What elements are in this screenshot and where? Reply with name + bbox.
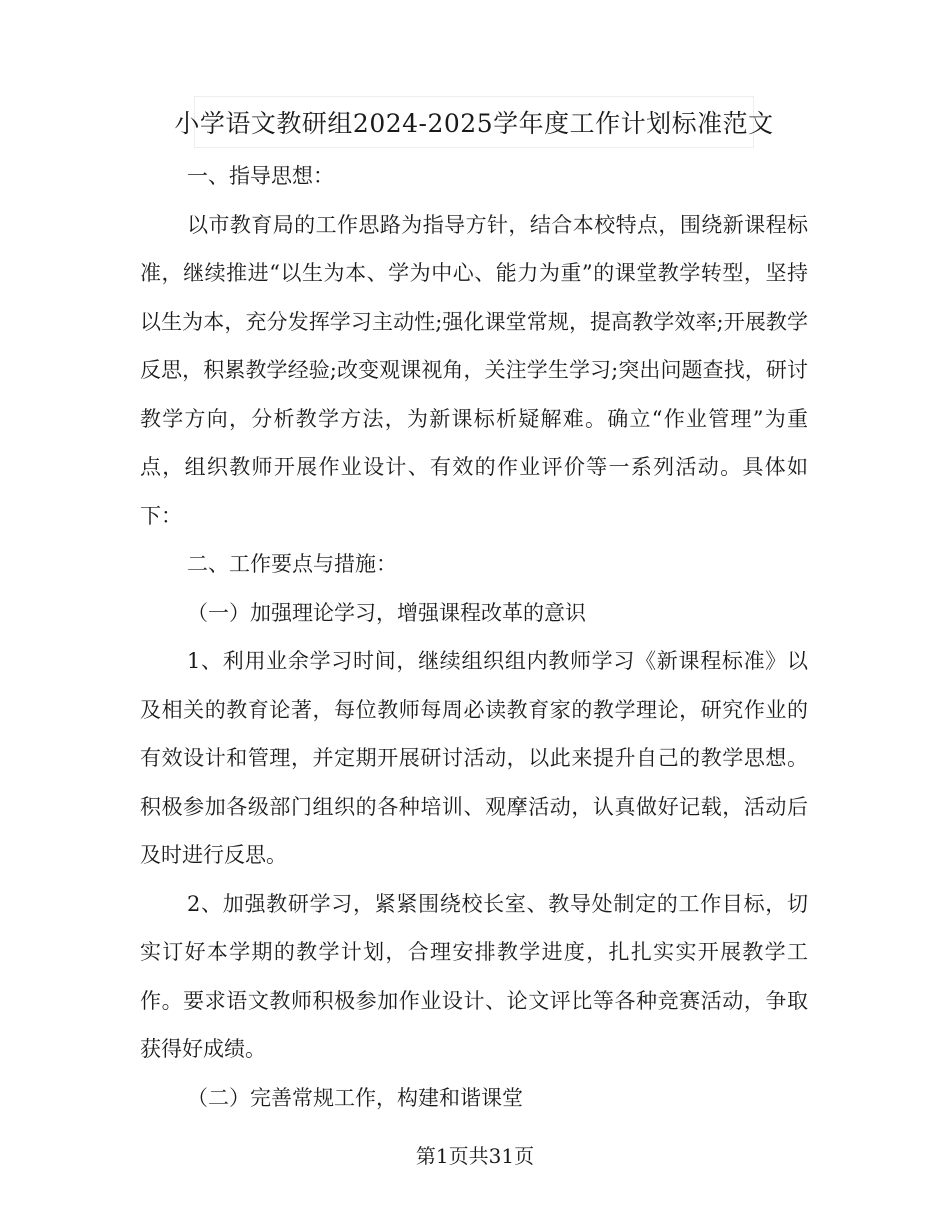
section-heading-guiding-thought: 一、指导思想：	[187, 164, 334, 188]
paragraph-item-2: 2、加强教研学习，紧紧围绕校长室、教导处制定的工作目标，切实订好本学期的教学计划，合理安排教学进度，扎扎实实开展教学工作。要求语文教师积极参加作业设计、论文评比等各种竞赛活动，争取获得好成绩。	[140, 891, 808, 1061]
section-heading-key-points: 二、工作要点与措施：	[187, 552, 397, 576]
subsection-heading-theory-study: （一）加强理论学习，增强课程改革的意识	[187, 600, 586, 625]
paragraph-guiding-thought: 以市教育局的工作思路为指导方针，结合本校特点，围绕新课程标准，继续推进“以生为本、学为中心、能力为重”的课堂教学转型，坚持以生为本，充分发挥学习主动性;强化课堂常规，提高教学效率;开展教学反思，积累教学经验;改变观课视角，关注学生学习;突出问题查找，研讨教学方向，分析教学方法，为新课标析疑解难。确立“作业管理”为重点，组织教师开展作业设计、有效的作业评价等一系列活动。具体如下：	[140, 212, 808, 528]
page-indicator: 第1页共31页	[415, 1144, 535, 1168]
paragraph-item-1: 1、利用业余学习时间，继续组织组内教师学习《新课程标准》以及相关的教育论著，每位教师每周必读教育家的教学理论，研究作业的有效设计和管理，并定期开展研讨活动，以此来提升自己的教学思想。积极参加各级部门组织的各种培训、观摩活动，认真做好记载，活动后及时进行反思。	[140, 649, 808, 867]
document-title: 小学语文教研组2024-2025学年度工作计划标准范文	[174, 109, 774, 138]
subsection-heading-routine-work: （二）完善常规工作，构建和谐课堂	[187, 1085, 523, 1110]
document-body	[140, 152, 808, 1122]
title-box	[174, 96, 774, 148]
